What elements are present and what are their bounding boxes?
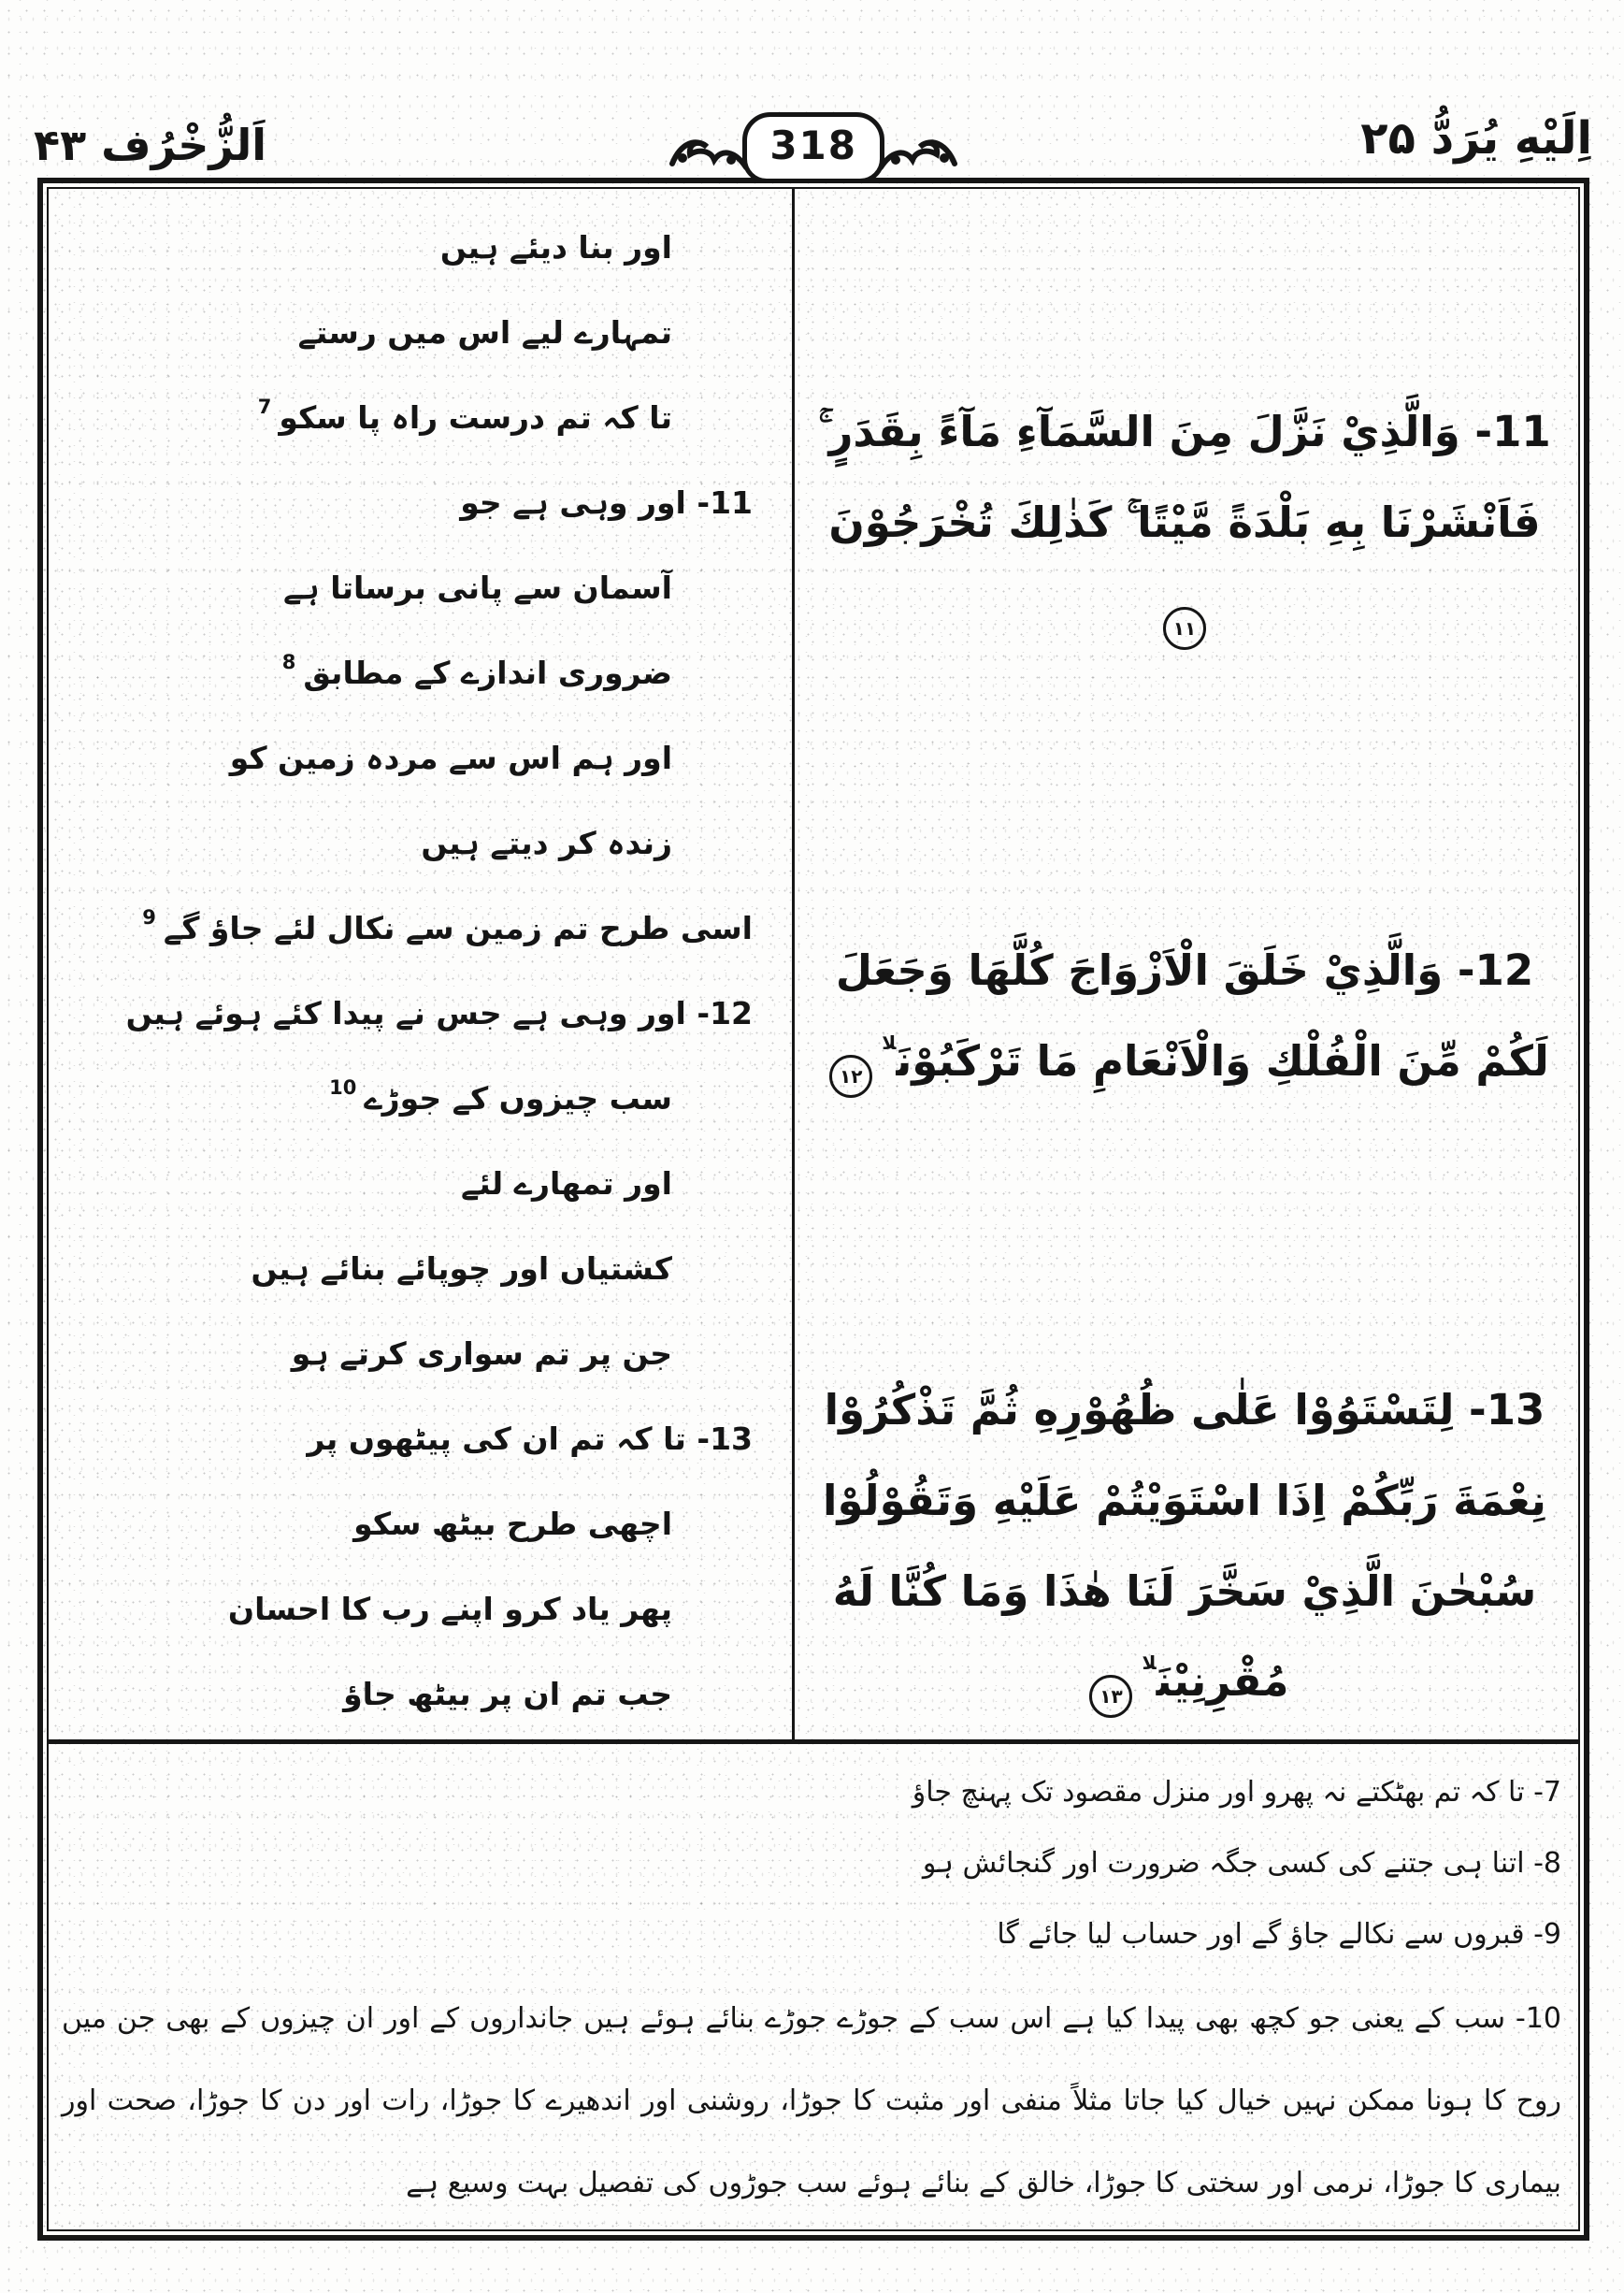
ayah-end-marker: ۱۳: [1089, 1675, 1132, 1718]
juz-title: اِلَیْهِ یُرَدُّ ۲۵: [1360, 112, 1592, 165]
translation-text: اور ہم اس سے مردہ زمین کو: [229, 740, 672, 776]
translation-line: [49, 1046, 792, 1131]
translation-line: [49, 280, 792, 365]
translation-line: [49, 195, 792, 280]
translation-text: جب تم ان پر بیٹھ جاؤ: [343, 1676, 672, 1712]
translation-line: [49, 1131, 792, 1216]
translation-text: اور تمھارے لئے: [460, 1165, 672, 1202]
translation-text: سب چیزوں کے جوڑے: [364, 1080, 672, 1117]
translation-text: اچھی طرح بیٹھ سکو: [353, 1506, 672, 1542]
translation-line: [49, 1641, 792, 1726]
quran-arabic-column: [797, 189, 1578, 1739]
translation-text: تمہارے لیے اس میں رستے: [297, 314, 672, 351]
footnote-ref: 8: [281, 651, 296, 673]
verse-12-arabic: [804, 926, 1565, 1107]
translation-line: [49, 875, 792, 960]
translation-text: اسی طرح تم زمین سے نکال لئے جاؤ گے: [163, 910, 753, 946]
verse-11-arabic: [804, 387, 1565, 658]
verse-12-text: 12- وَالَّذِيْ خَلَقَ الْاَزْوَاجَ كُلَّهَا وَجَعَلَ لَكُمْ مِّنَ الْفُلْكِ وَالْاَنْعَامِ مَا تَرْكَبُوْنَ: [835, 945, 1549, 1086]
translation-line: [49, 450, 792, 535]
translation-text: زندہ کر دیتے ہیں: [421, 825, 672, 861]
footnote-7: 7- تا کہ تم بھٹکتے نہ پھرو اور منزل مقصود تک پہنچ جاؤ: [912, 1776, 1561, 1809]
translation-line: [49, 1216, 792, 1301]
ayah-end-marker: ۱۲: [829, 1055, 872, 1098]
column-divider: [792, 189, 795, 1741]
translation-line: [49, 1386, 792, 1471]
content-frame: [37, 178, 1589, 2241]
floral-flourish-icon: [877, 130, 957, 182]
content-frame-inner: [47, 187, 1580, 2231]
footnote-9: 9- قبروں سے نکالے جاؤ گے اور حساب لیا جائے گا: [997, 1918, 1561, 1951]
footnote-8: 8- اتنا ہی جتنے کی کسی جگہ ضرورت اور گنجائش ہو: [922, 1847, 1561, 1880]
verse-11-text: 11- وَالَّذِيْ نَزَّلَ مِنَ السَّمَآءِ مَآءً بِقَدَرٍ ۚ فَاَنْشَرْنَا بِهِ بَلْدَةً مَّيْتًا ۚ كَذٰلِكَ تُخْرَجُوْنَ: [818, 407, 1551, 547]
translation-line: [49, 1301, 792, 1386]
translation-text: 13- تا کہ تم ان کی پیٹھوں پر: [307, 1421, 753, 1457]
page-number: 318: [742, 112, 884, 183]
translation-text: آسمان سے پانی برساتا ہے: [283, 570, 672, 606]
footnote-10: 10- سب کے یعنی جو کچھ بھی پیدا کیا ہے اس سب کے جوڑے جوڑے بنائے ہوئے ہیں جانداروں کے اور ان چیزوں کے بھی جن میں روح کا ہونا ممکن نہیں خیال کیا جاتا مثلاً منفی اور مثبت کا جوڑا، روشنی اور اندھیرے کا جوڑا، رات اور دن کا جوڑا، صحت اور بیماری کا جوڑا، نرمی اور سختی کا جوڑا، خالق کے بنائے ہوئے سب جوڑوں کی تفصیل بہت وسیع ہے: [62, 2002, 1561, 2199]
translation-text: پھر یاد کرو اپنے رب کا احسان: [227, 1591, 672, 1627]
floral-flourish-icon: [669, 130, 750, 182]
footnote-ref: 9: [142, 906, 156, 929]
translation-text: 11- اور وہی ہے جو: [460, 484, 753, 521]
translation-line: [49, 535, 792, 620]
translation-line: [49, 1556, 792, 1641]
translation-line: [49, 1471, 792, 1556]
translation-text: جن پر تم سواری کرتے ہو: [291, 1335, 672, 1372]
footnotes-section: [62, 1744, 1561, 2226]
translation-line: [49, 365, 792, 450]
verse-13-text: 13- لِتَسْتَوُوْا عَلٰى ظُهُوْرِهِ ثُمَّ تَذْكُرُوْا نِعْمَةَ رَبِّكُمْ اِذَا اسْتَوَيْتُمْ عَلَيْهِ وَتَقُوْلُوْا سُبْحٰنَ الَّذِيْ سَخَّرَ لَنَا هٰذَا وَمَا كُنَّا لَهُ مُقْرِنِيْنَ: [823, 1385, 1546, 1707]
translation-line: [49, 790, 792, 875]
urdu-translation-column: [49, 189, 792, 1739]
translation-line: [49, 620, 792, 705]
page-number-badge: [677, 112, 950, 183]
translation-text: ضروری اندازے کے مطابق: [303, 655, 672, 691]
verse-13-arabic: [804, 1365, 1565, 1727]
translation-line: [49, 705, 792, 790]
ayah-end-marker: ۱۱: [1163, 607, 1206, 650]
footnote-ref: 10: [329, 1076, 357, 1099]
surah-title: اَلزُّخْرُف ۴۳: [34, 120, 267, 170]
page-header: [34, 41, 1592, 174]
translation-text: تا کہ تم درست راہ پا سکو: [279, 399, 672, 436]
translation-text: کشتیاں اور چوپائے بنائے ہیں: [251, 1250, 672, 1287]
waqf-mark: لا: [1142, 1651, 1157, 1675]
translation-text: 12- اور وہی ہے جس نے پیدا کئے ہوئے ہیں: [125, 995, 753, 1031]
translation-text: اور بنا دیئے ہیں: [439, 229, 672, 266]
waqf-mark: لا: [882, 1031, 897, 1054]
translation-line: [49, 960, 792, 1046]
footnote-ref: 7: [257, 396, 272, 418]
